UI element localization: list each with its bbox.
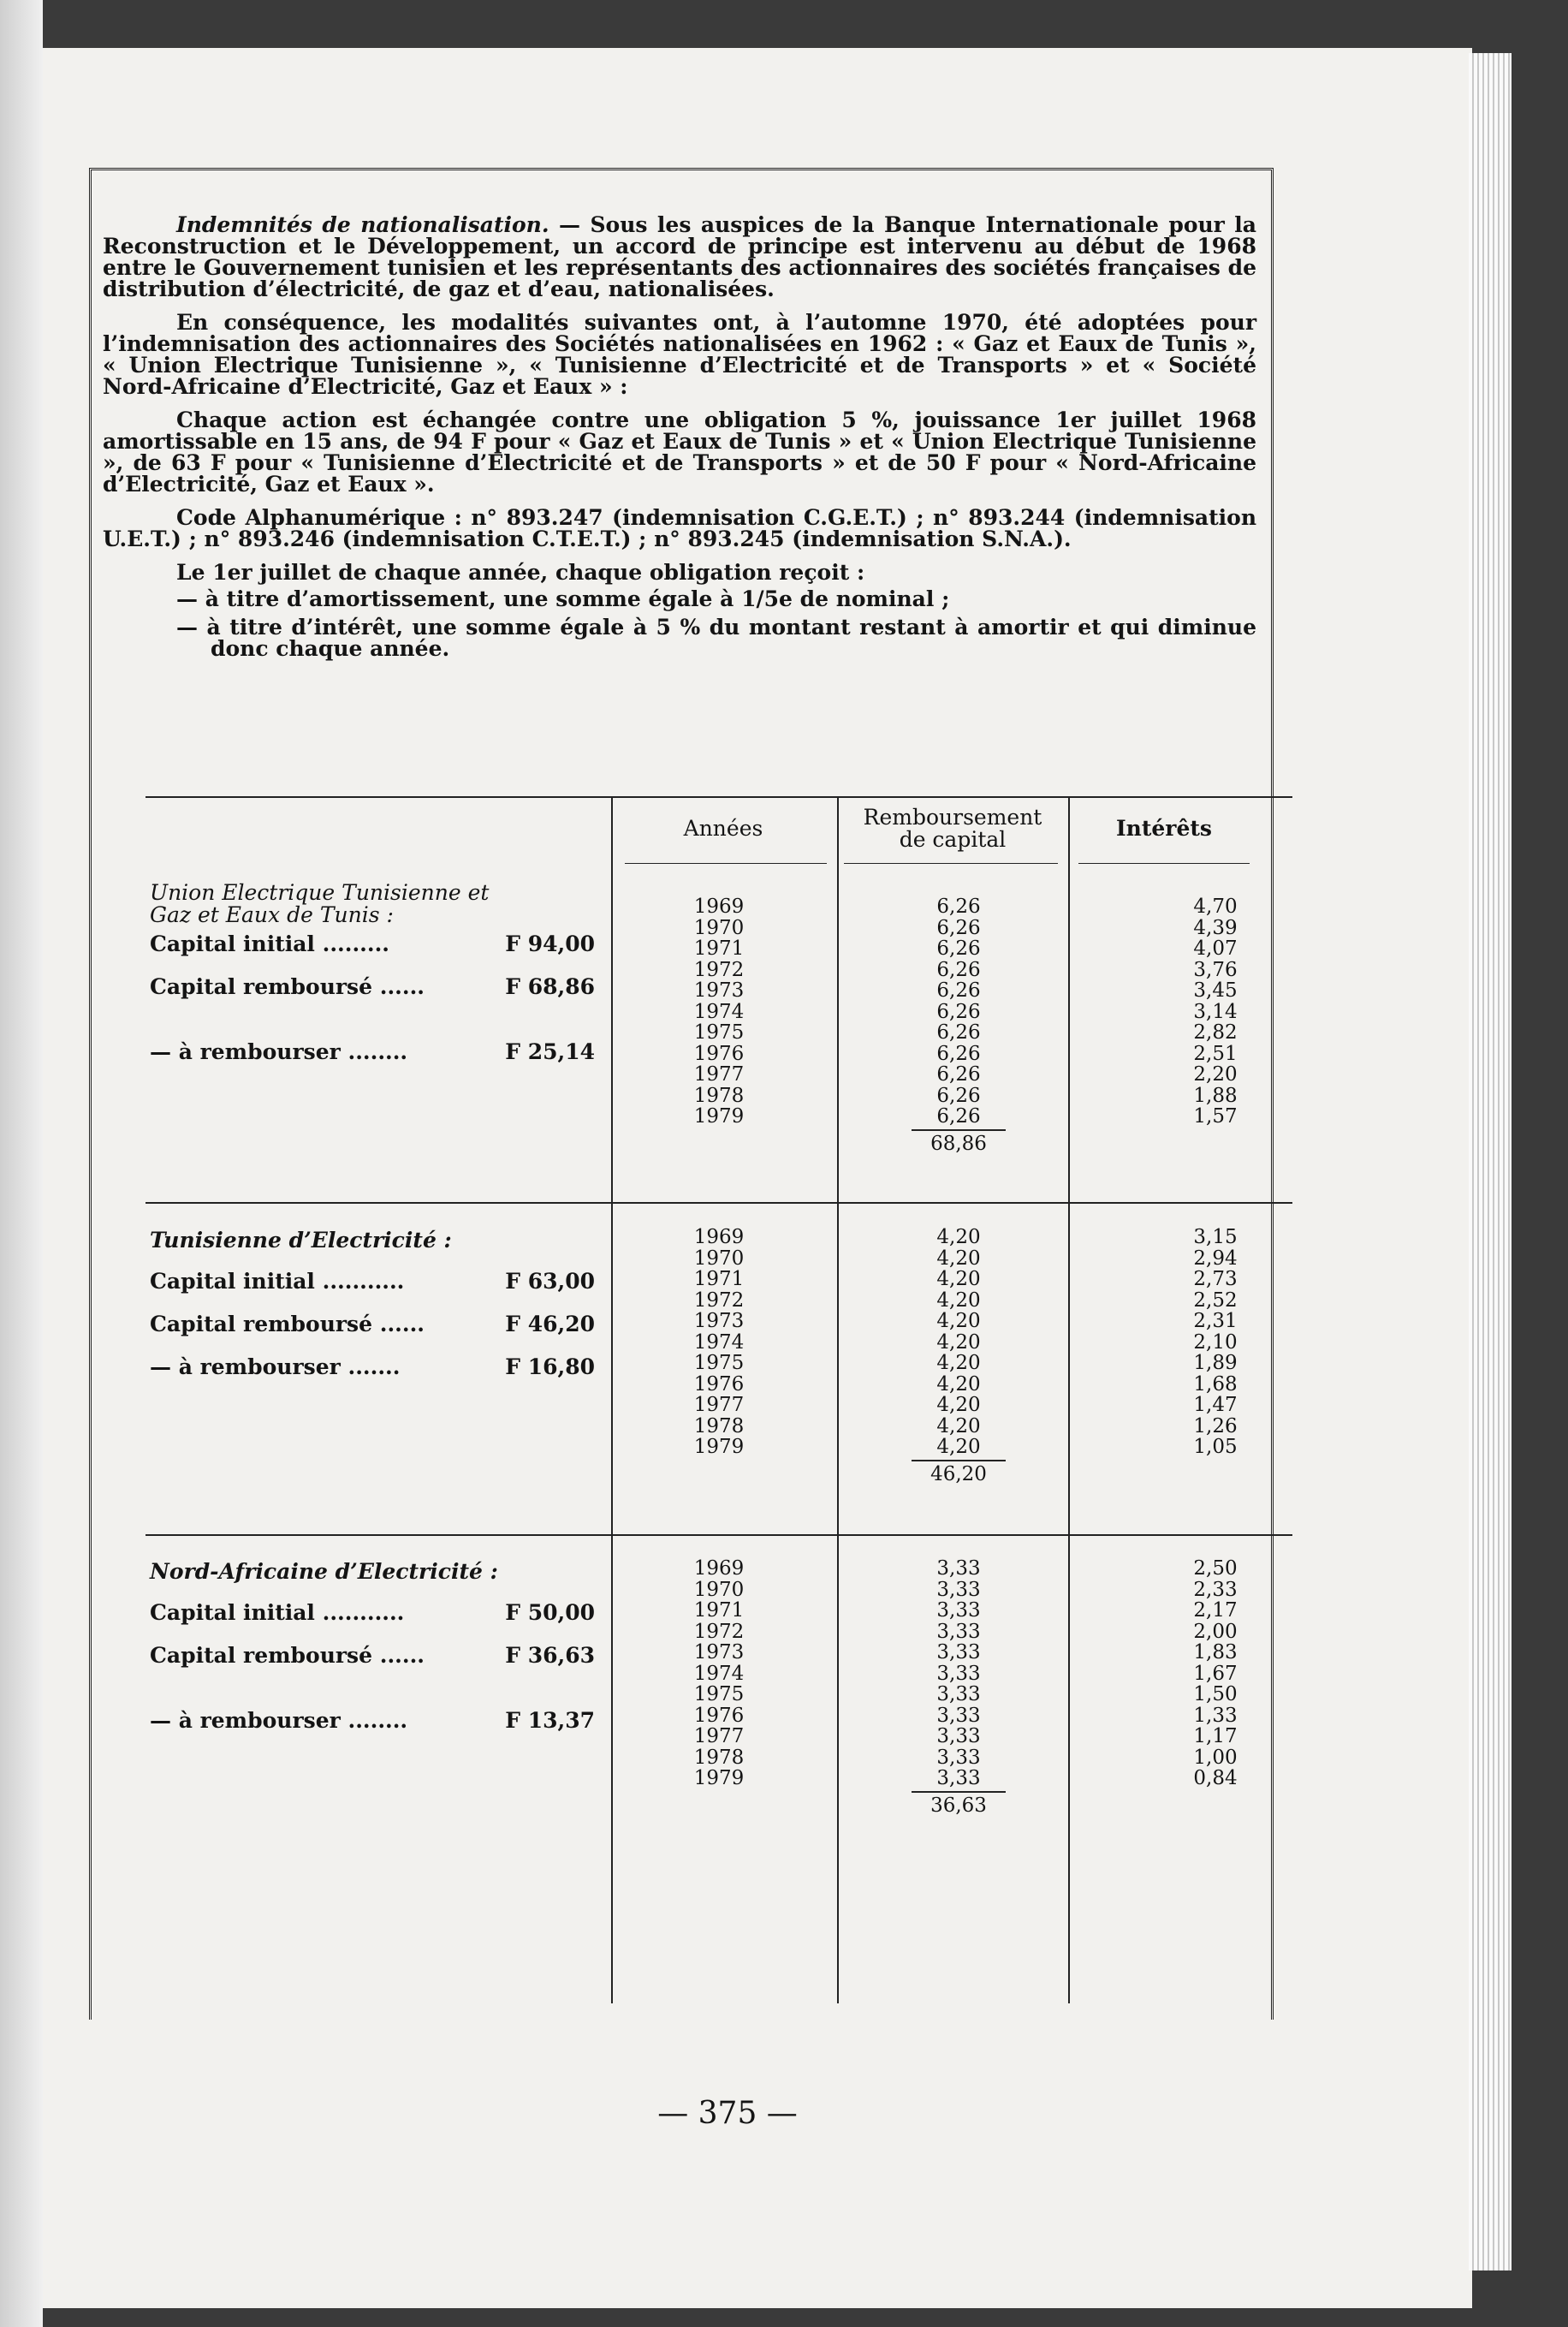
section-uet-capital-row: Capital initial ......... F 94,00 (150, 931, 595, 956)
section-tet-rembourse-row: Capital remboursé ...... F 46,20 (150, 1312, 595, 1336)
section-uet-remaining-row: — à rembourser ........ F 25,14 (150, 1039, 595, 1064)
interest-cell: 2,31 (1193, 1310, 1238, 1332)
capital-label: Capital initial (150, 931, 315, 956)
year-cell: 1969 (693, 896, 745, 918)
section-tet-name: Tunisienne d’Electricité : (150, 1228, 452, 1253)
interest-cell: 2,52 (1193, 1288, 1238, 1312)
year-cell: 1969 (693, 1226, 745, 1248)
year-cell: 1976 (693, 1704, 745, 1727)
year-cell: 1974 (693, 1662, 745, 1685)
capital-cell: 4,20 (936, 1414, 981, 1437)
capital-cell: 6,26 (936, 896, 981, 918)
interest-cell: 1,05 (1193, 1436, 1238, 1458)
section-sna-remaining-row: — à rembourser ........ F 13,37 (150, 1708, 595, 1733)
intro-paragraph-2: En conséquence, les modalités suivantes ont, à l’automne 1970, été adoptées pour l’indemnisation des actionnaires des Sociétés nationalisées en 1962 : « Gaz et Eaux de Tunis », « Union Electrique Tunisienne », « Tunisienne d’Electricité et de Transports » et « Société Nord-Africaine d’Electricité, Gaz et Eaux » : (103, 310, 1256, 399)
capital-cell: 4,20 (936, 1394, 981, 1416)
year-cell: 1975 (693, 1352, 745, 1374)
section-uet-capital (907, 896, 1010, 1128)
interest-cell: 2,50 (1193, 1557, 1238, 1580)
year-cell: 1973 (693, 1641, 745, 1663)
section-tet-remaining-row: — à rembourser ....... F 16,80 (150, 1354, 595, 1379)
remaining-value: F 25,14 (505, 1039, 595, 1064)
interest-cell: 2,33 (1193, 1578, 1238, 1601)
year-cell: 1970 (693, 1578, 745, 1601)
capital-label: Capital initial (150, 1600, 315, 1625)
interest-cell: 1,83 (1193, 1641, 1238, 1663)
interest-cell: 3,76 (1193, 958, 1238, 981)
interest-cell: 0,84 (1193, 1767, 1238, 1789)
year-cell: 1979 (693, 1105, 745, 1128)
section-uet (150, 882, 595, 1063)
section-tet-years (650, 1227, 787, 1458)
interest-cell: 2,17 (1193, 1599, 1238, 1622)
capital-label: Capital initial (150, 1269, 315, 1294)
capital-cell: 6,26 (936, 1021, 981, 1044)
capital-cell: 3,33 (936, 1578, 981, 1601)
page-stack-edges (1469, 53, 1512, 2270)
interest-cell: 1,68 (1193, 1372, 1238, 1396)
interest-cell: 4,07 (1193, 937, 1238, 960)
year-cell: 1977 (693, 1063, 745, 1086)
intro-paragraph-4: Code Alphanumérique : n° 893.247 (indemnisation C.G.E.T.) ; n° 893.244 (indemnisation U.E.T.) ; n° 893.246 (indemnisation C.T.E.T.) ; n° 893.245 (indemnisation S.N.A.). (103, 505, 1256, 551)
interest-cell: 2,82 (1193, 1021, 1238, 1044)
intro-paragraph-5: Le 1er juillet de chaque année, chaque obligation reçoit : (176, 560, 865, 585)
interest-cell: 2,00 (1193, 1620, 1238, 1643)
header-underline-repay (844, 863, 1058, 864)
interest-cell: 1,57 (1193, 1105, 1238, 1128)
section-sna-years (650, 1558, 787, 1789)
year-cell: 1972 (693, 1620, 745, 1643)
capital-cell: 6,26 (936, 1063, 981, 1086)
capital-cell: 3,33 (936, 1599, 981, 1622)
header-repayment-line2: de capital (899, 827, 1007, 852)
capital-cell: 6,26 (936, 958, 981, 981)
section-tet (150, 1229, 595, 1378)
year-cell: 1979 (693, 1436, 745, 1458)
interest-cell: 1,17 (1193, 1725, 1238, 1747)
capital-cell: 6,26 (936, 916, 981, 939)
capital-cell: 4,20 (936, 1310, 981, 1332)
capital-cell: 4,20 (936, 1372, 981, 1396)
remaining-label: — à rembourser (150, 1708, 341, 1733)
capital-cell: 3,33 (936, 1704, 981, 1727)
col-divider-3 (1068, 796, 1070, 2003)
remaining-label: — à rembourser (150, 1039, 341, 1064)
remaining-value: F 16,80 (505, 1354, 595, 1379)
section-uet-name-line1: Union Electrique Tunisienne et (150, 880, 490, 905)
capital-cell: 4,20 (936, 1330, 981, 1354)
intro-item-2: — à titre d’intérêt, une somme égale à 5 % du montant restant à amortir et qui diminue donc chaque année. (176, 615, 1256, 661)
header-underline-interest (1078, 863, 1250, 864)
section-tet-total: 46,20 (912, 1460, 1006, 1485)
section-sna-capital-row: Capital initial ........... F 50,00 (150, 1600, 595, 1625)
section-uet-total: 68,86 (912, 1129, 1006, 1155)
year-cell: 1975 (693, 1683, 745, 1705)
rembourse-value: F 68,86 (505, 974, 595, 999)
capital-cell: 3,33 (936, 1557, 981, 1580)
header-years: Années (683, 816, 763, 841)
year-cell: 1977 (693, 1394, 745, 1416)
capital-cell: 6,26 (936, 937, 981, 960)
remaining-label: — à rembourser (150, 1354, 341, 1379)
header-repayment (846, 806, 1060, 851)
section-sna-total: 36,63 (912, 1791, 1006, 1817)
year-cell: 1977 (693, 1725, 745, 1747)
capital-cell: 4,20 (936, 1247, 981, 1270)
section-uet-interest (1164, 896, 1267, 1128)
interest-cell: 2,10 (1193, 1330, 1238, 1354)
year-cell: 1975 (693, 1021, 745, 1044)
section-sna-capital (907, 1558, 1010, 1789)
capital-cell: 6,26 (936, 979, 981, 1002)
interest-cell: 3,45 (1193, 979, 1238, 1002)
year-cell: 1972 (693, 958, 745, 981)
interest-cell: 1,33 (1193, 1704, 1238, 1727)
year-cell: 1974 (693, 1330, 745, 1354)
capital-cell: 6,26 (936, 1000, 981, 1023)
year-cell: 1979 (693, 1767, 745, 1789)
capital-cell: 3,33 (936, 1683, 981, 1705)
capital-cell: 6,26 (936, 1042, 981, 1065)
capital-cell: 3,33 (936, 1662, 981, 1685)
interest-cell: 4,39 (1193, 916, 1238, 939)
section-tet-capital (907, 1227, 1010, 1458)
col-divider-1 (611, 796, 613, 2003)
year-cell: 1973 (693, 979, 745, 1002)
rembourse-value: F 36,63 (505, 1643, 595, 1668)
intro-paragraph-1 (103, 214, 1256, 300)
interest-cell: 1,89 (1193, 1352, 1238, 1374)
section-sna-rembourse-row: Capital remboursé ...... F 36,63 (150, 1643, 595, 1668)
capital-cell: 6,26 (936, 1105, 981, 1128)
capital-cell: 3,33 (936, 1746, 981, 1769)
capital-cell: 3,33 (936, 1620, 981, 1643)
capital-value: F 50,00 (505, 1600, 595, 1625)
year-cell: 1971 (693, 1268, 745, 1290)
capital-cell: 6,26 (936, 1084, 981, 1107)
intro-p1-body: — Sous les auspices de la Banque Internationale pour la Reconstruction et le Développement, un accord de principe est intervenu au début de 1968 entre le Gouvernement tunisien et les représentants des actionnaires des sociétés françaises de distribution d’électricité, de gaz et d’eau, nationalisées. (103, 212, 1256, 301)
interest-cell: 1,00 (1193, 1746, 1238, 1769)
section-tet-capital-row: Capital initial ........... F 63,00 (150, 1269, 595, 1294)
interest-cell: 1,26 (1193, 1414, 1238, 1437)
section-divider-1 (146, 1202, 1292, 1204)
capital-cell: 3,33 (936, 1641, 981, 1663)
interest-cell: 4,70 (1193, 896, 1238, 918)
year-cell: 1970 (693, 1247, 745, 1270)
capital-cell: 4,20 (936, 1288, 981, 1312)
intro-item-1: — à titre d’amortissement, une somme égale à 1/5e de nominal ; (176, 586, 950, 611)
section-uet-name-line2: Gaz et Eaux de Tunis : (150, 902, 394, 927)
year-cell: 1972 (693, 1288, 745, 1312)
capital-cell: 4,20 (936, 1436, 981, 1458)
capital-value: F 63,00 (505, 1269, 595, 1294)
year-cell: 1976 (693, 1042, 745, 1065)
capital-value: F 94,00 (505, 931, 595, 956)
capital-cell: 4,20 (936, 1268, 981, 1290)
capital-cell: 3,33 (936, 1767, 981, 1789)
interest-cell: 3,14 (1193, 1000, 1238, 1023)
year-cell: 1974 (693, 1000, 745, 1023)
year-cell: 1971 (693, 1599, 745, 1622)
interest-cell: 2,20 (1193, 1063, 1238, 1086)
intro-paragraph-3: Chaque action est échangée contre une obligation 5 %, jouissance 1er juillet 1968 amortissable en 15 ans, de 94 F pour « Gaz et Eaux de Tunis » et « Union Electrique Tunisienne », de 63 F pour « Tunisienne d’Electricité et de Transports » et de 50 F pour « Nord-Africaine d’Electricité, Gaz et Eaux ». (103, 408, 1256, 497)
section-uet-rembourse-row: Capital remboursé ...... F 68,86 (150, 974, 595, 999)
section-sna-name: Nord-Africaine d’Electricité : (150, 1559, 498, 1584)
year-cell: 1969 (693, 1557, 745, 1580)
rembourse-label: Capital remboursé (150, 1312, 373, 1336)
table-top-rule (146, 796, 1292, 798)
year-cell: 1970 (693, 916, 745, 939)
section-sna (150, 1561, 595, 1732)
header-interest: Intérêts (1115, 816, 1213, 841)
interest-cell: 1,47 (1193, 1394, 1238, 1416)
year-cell: 1971 (693, 937, 745, 960)
col-divider-2 (837, 796, 839, 2003)
interest-cell: 2,73 (1193, 1268, 1238, 1290)
section-tet-interest (1164, 1227, 1267, 1458)
year-cell: 1978 (693, 1414, 745, 1437)
capital-cell: 3,33 (936, 1725, 981, 1747)
section-uet-years (650, 896, 787, 1128)
intro-lead: Indemnités de nationalisation. (176, 212, 549, 237)
rembourse-label: Capital remboursé (150, 1643, 373, 1668)
interest-cell: 2,94 (1193, 1247, 1238, 1270)
interest-cell: 1,67 (1193, 1662, 1238, 1685)
capital-cell: 4,20 (936, 1352, 981, 1374)
section-sna-interest (1164, 1558, 1267, 1789)
repayment-table (103, 796, 1256, 1943)
rembourse-value: F 46,20 (505, 1312, 595, 1336)
header-underline-years (625, 863, 827, 864)
year-cell: 1973 (693, 1310, 745, 1332)
interest-cell: 1,88 (1193, 1084, 1238, 1107)
capital-cell: 4,20 (936, 1226, 981, 1248)
interest-cell: 1,50 (1193, 1683, 1238, 1705)
section-divider-2 (146, 1534, 1292, 1536)
intro-text (103, 214, 1256, 659)
page-number: — 375 — (657, 2096, 798, 2131)
interest-cell: 2,51 (1193, 1042, 1238, 1065)
interest-cell: 3,15 (1193, 1226, 1238, 1248)
header-repayment-line1: Remboursement (863, 805, 1042, 830)
remaining-value: F 13,37 (505, 1708, 595, 1733)
previous-page-edge (0, 0, 43, 2327)
year-cell: 1976 (693, 1372, 745, 1396)
year-cell: 1978 (693, 1084, 745, 1107)
rembourse-label: Capital remboursé (150, 974, 373, 999)
year-cell: 1978 (693, 1746, 745, 1769)
